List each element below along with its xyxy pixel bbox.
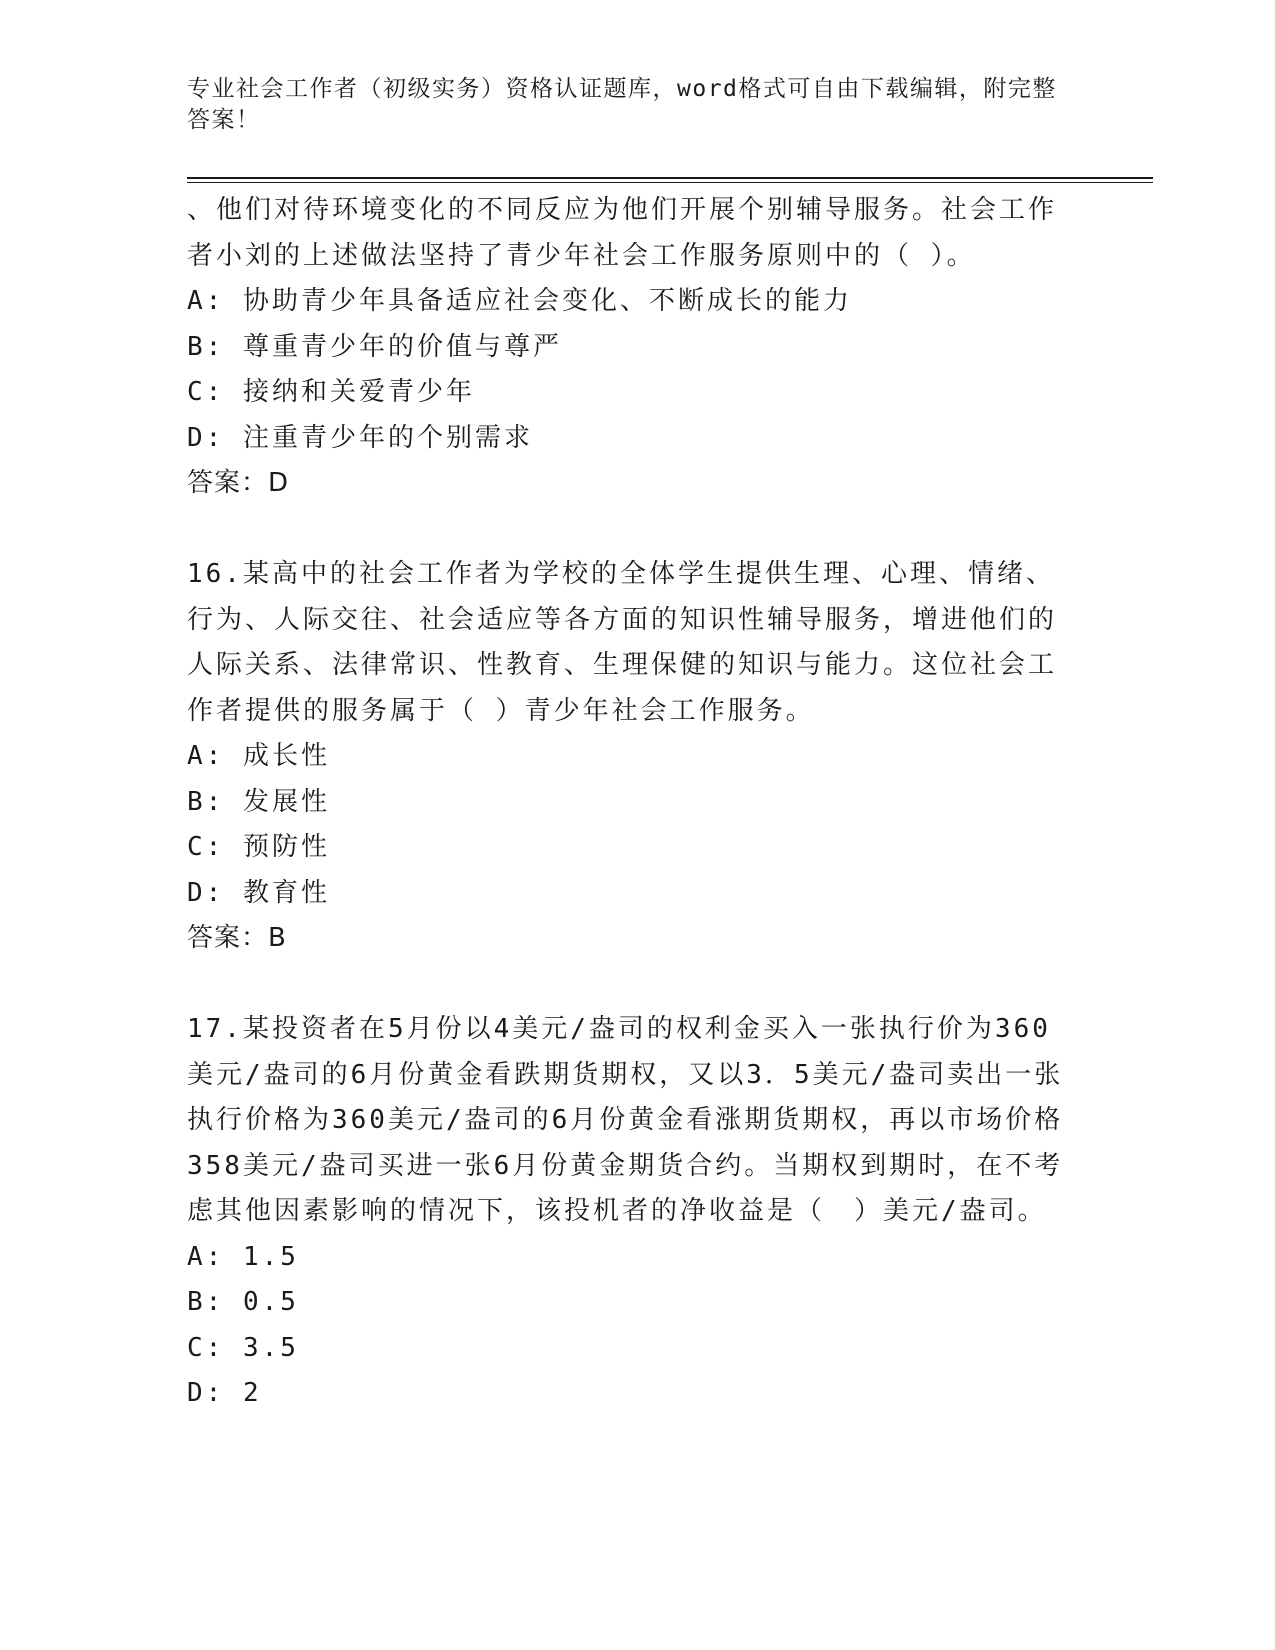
- document-header: 专业社会工作者（初级实务）资格认证题库，word格式可自由下载编辑，附完整答案！: [187, 76, 1057, 133]
- question-stem: 17.某投资者在5月份以4美元/盎司的权利金买入一张执行价为360美元/盎司的6月份黄金看跌期货期权，又以3．5美元/盎司卖出一张执行价格为360美元/盎司的6月份黄金看涨期货期权，再以市场价格358美元/盎司买进一张6月份黄金期货合约。当期权到期时，在不考虑其他因素影响的情况下，该投机者的净收益是（ ）美元/盎司。: [187, 1014, 1064, 1226]
- option-b: B: 0.5: [187, 1287, 299, 1317]
- option-d: D: 注重青少年的个别需求: [187, 422, 533, 453]
- option-c: C: 预防性: [187, 832, 330, 862]
- option-a: A: 1.5: [187, 1241, 299, 1272]
- option-b: B: 发展性: [187, 786, 330, 817]
- option-a: A: 成长性: [187, 741, 330, 771]
- question-16: [187, 552, 1067, 962]
- question-15: [187, 188, 1067, 507]
- question-list: [187, 188, 1067, 1417]
- question-stem: 16.某高中的社会工作者为学校的全体学生提供生理、心理、情绪、行为、人际交往、社会适应等各方面的知识性辅导服务，增进他们的人际关系、法律常识、性教育、生理保健的知识与能力。这位社会工作者提供的服务属于（ ）青少年社会工作服务。: [187, 559, 1058, 726]
- spacer: [187, 962, 1067, 1008]
- option-d: D: 教育性: [187, 877, 330, 908]
- spacer: [187, 507, 1067, 553]
- option-b: B: 尊重青少年的价值与尊严: [187, 331, 562, 362]
- question-stem: 、他们对待环境变化的不同反应为他们开展个别辅导服务。社会工作者小刘的上述做法坚持了青少年社会工作服务原则中的（ ）。: [187, 195, 1058, 271]
- option-c: C: 3.5: [187, 1332, 299, 1363]
- option-d: D: 2: [187, 1378, 262, 1408]
- option-a: A: 协助青少年具备适应社会变化、不断成长的能力: [187, 286, 852, 316]
- answer-line: 答案：B: [187, 923, 287, 953]
- header-divider-thin: [187, 182, 1153, 183]
- question-17: [187, 1007, 1067, 1417]
- option-c: C: 接纳和关爱青少年: [187, 377, 475, 407]
- header-divider-thick: [187, 177, 1153, 179]
- answer-line: 答案：D: [187, 468, 290, 498]
